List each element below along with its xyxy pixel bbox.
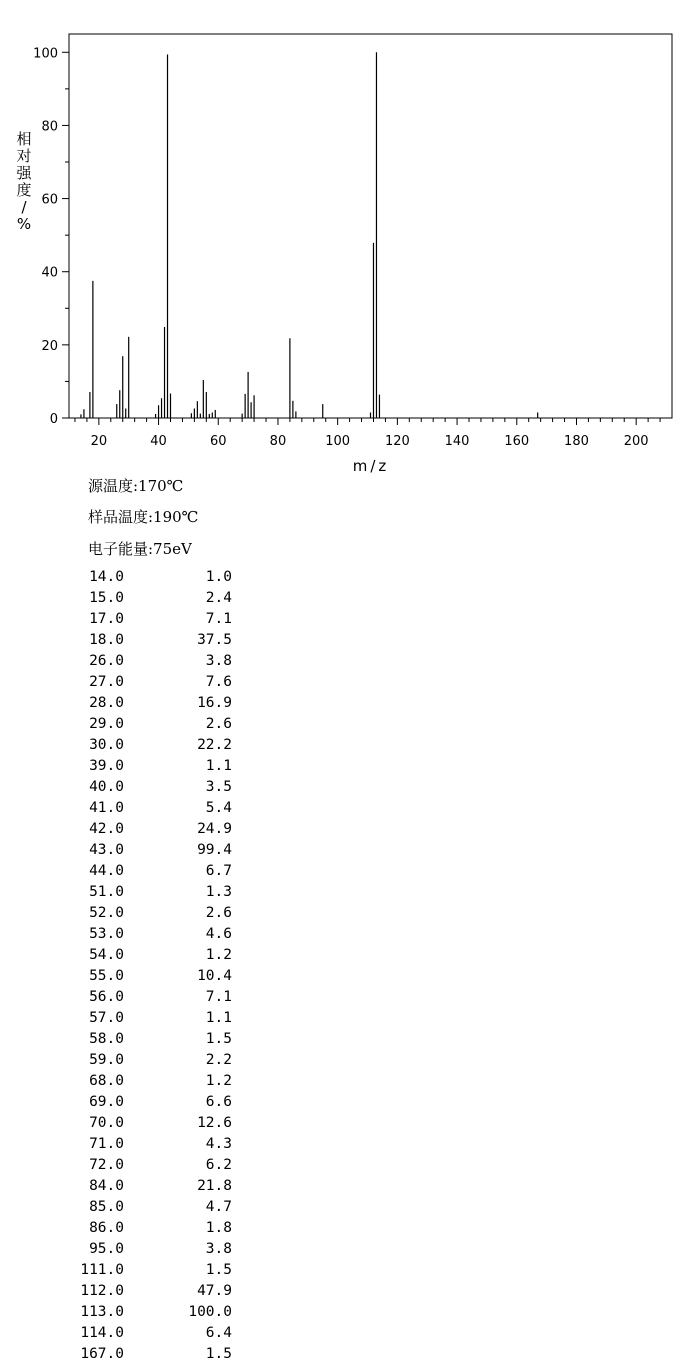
table-row [66, 1239, 236, 1260]
mz-value: 69.0 [89, 1094, 124, 1110]
table-row [66, 756, 236, 777]
intensity-value: 1.8 [205, 1220, 232, 1236]
intensity-value: 3.5 [205, 779, 232, 795]
intensity-value: 6.7 [205, 863, 232, 879]
mz-value: 51.0 [89, 884, 124, 900]
mz-value: 14.0 [89, 569, 124, 585]
mass-spectrum-chart [0, 0, 687, 480]
mz-value: 68.0 [89, 1073, 124, 1089]
mz-value: 30.0 [89, 737, 124, 753]
mz-value: 114.0 [80, 1325, 124, 1341]
table-row [66, 1323, 236, 1344]
y-tick-label: 20 [41, 338, 58, 354]
intensity-value: 1.2 [205, 1073, 232, 1089]
intensity-value: 99.4 [197, 842, 232, 858]
intensity-value: 37.5 [197, 632, 232, 648]
mz-value: 57.0 [89, 1010, 124, 1026]
table-row [66, 1008, 236, 1029]
x-tick-label: 100 [325, 434, 351, 449]
y-axis-label-char: 强 [16, 164, 32, 182]
mz-value: 113.0 [80, 1304, 124, 1320]
mz-value: 43.0 [89, 842, 124, 858]
intensity-value: 1.0 [205, 569, 232, 585]
y-axis-label-char: / [21, 198, 27, 216]
mz-value: 28.0 [89, 695, 124, 711]
source-temperature: 源温度:170℃ [88, 477, 184, 495]
intensity-value: 2.4 [205, 590, 232, 606]
mz-value: 86.0 [89, 1220, 124, 1236]
table-row [66, 1197, 236, 1218]
table-row [66, 672, 236, 693]
mz-value: 29.0 [89, 716, 124, 732]
intensity-value: 12.6 [197, 1115, 232, 1131]
table-row [66, 693, 236, 714]
intensity-value: 1.1 [205, 1010, 232, 1026]
intensity-value: 1.1 [205, 758, 232, 774]
mz-value: 56.0 [89, 989, 124, 1005]
x-axis-label: m/z [352, 457, 390, 475]
intensity-value: 21.8 [197, 1178, 232, 1194]
sample-temperature: 样品温度:190℃ [88, 508, 199, 526]
electron-energy: 电子能量:75eV [88, 540, 192, 558]
mz-value: 70.0 [89, 1115, 124, 1131]
intensity-value: 4.6 [205, 926, 232, 942]
intensity-value: 6.4 [205, 1325, 232, 1341]
y-axis-label-char: 相 [16, 130, 32, 148]
table-row [66, 567, 236, 588]
intensity-value: 5.4 [205, 800, 232, 816]
x-tick-label: 60 [209, 434, 227, 449]
table-row [66, 1281, 236, 1302]
intensity-value: 47.9 [197, 1283, 232, 1299]
peak-bars [81, 52, 538, 418]
intensity-value: 3.8 [205, 653, 232, 669]
mz-value: 27.0 [89, 674, 124, 690]
table-row [66, 609, 236, 630]
intensity-value: 1.5 [205, 1346, 232, 1362]
y-axis-ticks [33, 46, 69, 427]
table-row [66, 798, 236, 819]
y-tick-label: 80 [41, 119, 58, 135]
y-tick-label: 100 [33, 46, 58, 62]
table-row [66, 840, 236, 861]
table-row [66, 861, 236, 882]
intensity-value: 2.6 [205, 905, 232, 921]
mz-value: 52.0 [89, 905, 124, 921]
table-row [66, 1155, 236, 1176]
mz-value: 53.0 [89, 926, 124, 942]
intensity-value: 4.7 [205, 1199, 232, 1215]
table-row [66, 651, 236, 672]
mz-value: 112.0 [80, 1283, 124, 1299]
intensity-value: 6.6 [205, 1094, 232, 1110]
table-row [66, 777, 236, 798]
table-row [66, 1218, 236, 1239]
table-row [66, 714, 236, 735]
y-axis-label-char: % [16, 215, 32, 233]
mz-value: 42.0 [89, 821, 124, 837]
intensity-value: 1.3 [205, 884, 232, 900]
mz-value: 39.0 [89, 758, 124, 774]
table-row [66, 630, 236, 651]
x-tick-label: 80 [269, 434, 287, 449]
mz-value: 72.0 [89, 1157, 124, 1173]
intensity-value: 1.5 [205, 1262, 232, 1278]
mz-value: 40.0 [89, 779, 124, 795]
x-tick-label: 120 [384, 434, 410, 449]
table-row [66, 924, 236, 945]
y-axis-label-char: 对 [16, 147, 32, 165]
mz-value: 44.0 [89, 863, 124, 879]
table-row [66, 945, 236, 966]
table-row [66, 1050, 236, 1071]
mz-value: 15.0 [89, 590, 124, 606]
x-axis-ticks [75, 418, 660, 449]
intensity-value: 7.1 [205, 611, 232, 627]
table-row [66, 1344, 236, 1365]
mz-value: 167.0 [80, 1346, 124, 1362]
y-axis-label [15, 131, 33, 233]
mz-value: 71.0 [89, 1136, 124, 1152]
intensity-value: 3.8 [205, 1241, 232, 1257]
y-tick-label: 60 [41, 192, 58, 208]
y-tick-label: 40 [41, 265, 58, 281]
table-row [66, 588, 236, 609]
table-row [66, 1176, 236, 1197]
mz-value: 85.0 [89, 1199, 124, 1215]
intensity-value: 1.2 [205, 947, 232, 963]
mz-value: 84.0 [89, 1178, 124, 1194]
x-tick-label: 20 [90, 434, 108, 449]
x-tick-label: 200 [623, 434, 649, 449]
y-tick-label: 0 [49, 412, 58, 427]
table-row [66, 1260, 236, 1281]
mz-value: 58.0 [89, 1031, 124, 1047]
intensity-value: 2.6 [205, 716, 232, 732]
peak-table [66, 567, 236, 1365]
intensity-value: 100.0 [188, 1304, 232, 1320]
table-row [66, 1302, 236, 1323]
mz-value: 59.0 [89, 1052, 124, 1068]
table-row [66, 1029, 236, 1050]
intensity-value: 22.2 [197, 737, 232, 753]
x-tick-label: 140 [444, 434, 470, 449]
x-tick-label: 40 [150, 434, 167, 449]
mz-value: 55.0 [89, 968, 124, 984]
intensity-value: 10.4 [197, 968, 232, 984]
intensity-value: 7.6 [205, 674, 232, 690]
mz-value: 26.0 [89, 653, 124, 669]
table-row [66, 819, 236, 840]
intensity-value: 24.9 [197, 821, 232, 837]
x-tick-label: 160 [504, 434, 530, 449]
x-tick-label: 180 [564, 434, 589, 449]
table-row [66, 987, 236, 1008]
mz-value: 17.0 [89, 611, 124, 627]
mz-value: 41.0 [89, 800, 124, 816]
intensity-value: 16.9 [197, 695, 232, 711]
table-row [66, 1113, 236, 1134]
intensity-value: 2.2 [205, 1052, 232, 1068]
mz-value: 54.0 [89, 947, 124, 963]
table-row [66, 882, 236, 903]
table-row [66, 1071, 236, 1092]
plot-frame [69, 34, 672, 418]
intensity-value: 4.3 [205, 1136, 232, 1152]
mz-value: 95.0 [89, 1241, 124, 1257]
table-row [66, 966, 236, 987]
intensity-value: 7.1 [205, 989, 232, 1005]
y-axis-label-char: 度 [16, 181, 32, 199]
mz-value: 111.0 [80, 1262, 124, 1278]
intensity-value: 6.2 [205, 1157, 232, 1173]
table-row [66, 735, 236, 756]
intensity-value: 1.5 [205, 1031, 232, 1047]
table-row [66, 903, 236, 924]
mz-value: 18.0 [89, 632, 124, 648]
table-row [66, 1092, 236, 1113]
table-row [66, 1134, 236, 1155]
